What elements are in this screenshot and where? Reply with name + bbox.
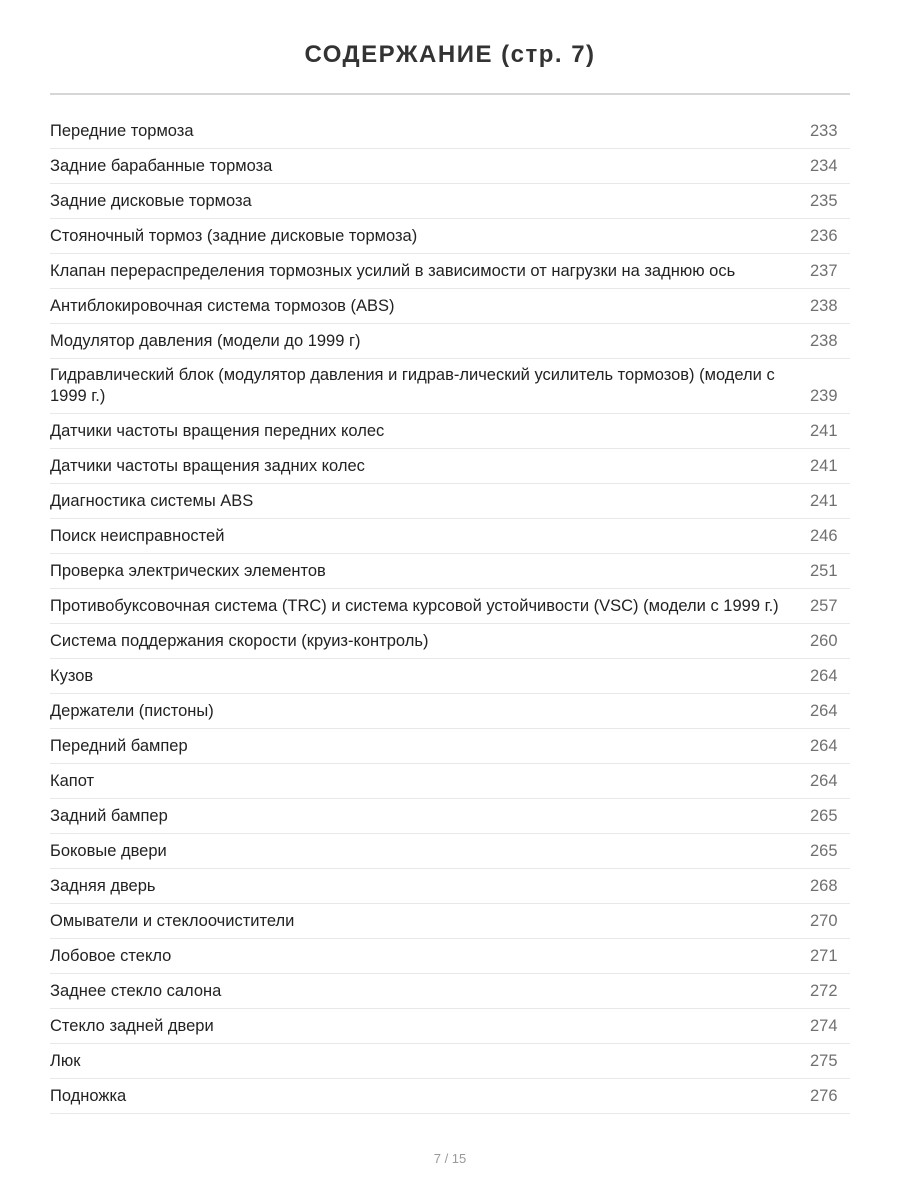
toc-entry-label: Заднее стекло салона xyxy=(50,981,222,1000)
toc-entry-label: Подножка xyxy=(50,1086,127,1105)
toc-entry-label: Клапан перераспределения тормозных усилий в зависимости от нагрузки на заднюю ось xyxy=(50,261,736,280)
toc-entry-label: Антиблокировочная система тормозов (ABS) xyxy=(50,296,395,315)
toc-entry-page: 241 xyxy=(810,491,838,510)
toc-entry-label: Омыватели и стеклоочистители xyxy=(50,911,295,930)
toc-entry-label: Стояночный тормоз (задние дисковые тормоза) xyxy=(50,226,418,245)
toc-entry[interactable] xyxy=(50,589,850,624)
toc-entry-label: Люк xyxy=(50,1051,81,1070)
toc-entry-label: Задние барабанные тормоза xyxy=(50,156,273,175)
toc-entry-label: Диагностика системы ABS xyxy=(50,491,254,510)
toc-entry[interactable] xyxy=(50,554,850,589)
toc-entry-label: Датчики частоты вращения передних колес xyxy=(50,421,385,440)
toc-entry-label: Противобуксовочная система (TRC) и система курсовой устойчивости (VSC) (модели с 1999 г.) xyxy=(50,596,779,615)
toc-entry[interactable] xyxy=(50,869,850,904)
toc-entry[interactable] xyxy=(50,659,850,694)
toc-entry-label: Задняя дверь xyxy=(50,876,156,895)
toc-entry[interactable] xyxy=(50,414,850,449)
document-page xyxy=(50,0,850,1200)
toc-entry[interactable] xyxy=(50,484,850,519)
toc-entry-page: 264 xyxy=(810,666,838,685)
toc-entry[interactable] xyxy=(50,254,850,289)
toc-entry-label: Капот xyxy=(50,771,95,790)
toc-entry-label: Задние дисковые тормоза xyxy=(50,191,252,210)
toc-entry-page: 241 xyxy=(810,421,838,440)
toc-entry-page: 271 xyxy=(810,946,838,965)
toc-entry-label: Кузов xyxy=(50,666,94,685)
toc-entry-page: 264 xyxy=(810,771,838,790)
toc-entry-label: Передний бампер xyxy=(50,736,188,755)
page-indicator: 7 / 15 xyxy=(433,1151,467,1166)
toc-entry-page: 241 xyxy=(810,456,838,475)
toc-entry-page: 236 xyxy=(810,226,838,245)
toc-entry[interactable] xyxy=(50,974,850,1009)
table-of-contents xyxy=(50,114,850,1114)
toc-entry-page: 235 xyxy=(810,191,838,210)
toc-entry[interactable] xyxy=(50,694,850,729)
toc-entry-page: 260 xyxy=(810,631,838,650)
toc-entry-label: Система поддержания скорости (круиз-контроль) xyxy=(50,631,429,650)
title-divider xyxy=(50,93,850,95)
toc-entry-page: 264 xyxy=(810,701,838,720)
toc-entry-label: Боковые двери xyxy=(50,841,167,860)
page-title: СОДЕРЖАНИЕ (стр. 7) xyxy=(304,41,596,68)
toc-entry-label: Поиск неисправностей xyxy=(50,526,225,545)
toc-entry-page: 275 xyxy=(810,1051,838,1070)
toc-entry-page: 246 xyxy=(810,526,838,545)
toc-entry-label: Лобовое стекло xyxy=(50,946,172,965)
toc-entry[interactable] xyxy=(50,1044,850,1079)
toc-entry-page: 238 xyxy=(810,331,838,350)
toc-entry[interactable] xyxy=(50,729,850,764)
toc-entry-page: 238 xyxy=(810,296,838,315)
toc-entry-page: 234 xyxy=(810,156,838,175)
toc-entry-page: 251 xyxy=(810,561,838,580)
toc-entry[interactable] xyxy=(50,114,850,149)
toc-entry-page: 237 xyxy=(810,261,838,280)
toc-entry-page: 274 xyxy=(810,1016,838,1035)
toc-entry-page: 265 xyxy=(810,841,838,860)
toc-entry-label: Гидравлический блок (модулятор давления и гидрав-лический усилитель тормозов) (модели с 1999 г.) xyxy=(50,366,775,405)
toc-entry-page: 272 xyxy=(810,981,838,1000)
toc-entry[interactable] xyxy=(50,184,850,219)
toc-entry[interactable] xyxy=(50,939,850,974)
toc-entry-label: Модулятор давления (модели до 1999 г) xyxy=(50,331,361,350)
toc-entry[interactable] xyxy=(50,449,850,484)
toc-entry-page: 268 xyxy=(810,876,838,895)
toc-entry-page: 233 xyxy=(810,121,838,140)
toc-entry[interactable] xyxy=(50,624,850,659)
toc-entry-label: Передние тормоза xyxy=(50,121,194,140)
toc-entry-page: 257 xyxy=(810,596,838,615)
toc-entry-label: Проверка электрических элементов xyxy=(50,561,326,580)
toc-entry-page: 239 xyxy=(810,386,838,405)
toc-entry-page: 270 xyxy=(810,911,838,930)
toc-entry[interactable] xyxy=(50,149,850,184)
toc-entry[interactable] xyxy=(50,219,850,254)
toc-entry[interactable] xyxy=(50,904,850,939)
toc-entry[interactable] xyxy=(50,764,850,799)
toc-entry[interactable] xyxy=(50,1009,850,1044)
toc-entry-page: 264 xyxy=(810,736,838,755)
toc-entry-label: Стекло задней двери xyxy=(50,1016,214,1035)
toc-entry-label: Держатели (пистоны) xyxy=(50,701,214,720)
toc-entry[interactable] xyxy=(50,519,850,554)
toc-entry-page: 276 xyxy=(810,1086,838,1105)
toc-entry[interactable] xyxy=(50,289,850,324)
toc-entry[interactable] xyxy=(50,359,850,414)
toc-entry[interactable] xyxy=(50,324,850,359)
toc-entry-label: Датчики частоты вращения задних колес xyxy=(50,456,365,475)
toc-entry[interactable] xyxy=(50,799,850,834)
toc-entry-label: Задний бампер xyxy=(50,806,168,825)
toc-entry[interactable] xyxy=(50,1079,850,1114)
toc-entry-page: 265 xyxy=(810,806,838,825)
toc-entry[interactable] xyxy=(50,834,850,869)
